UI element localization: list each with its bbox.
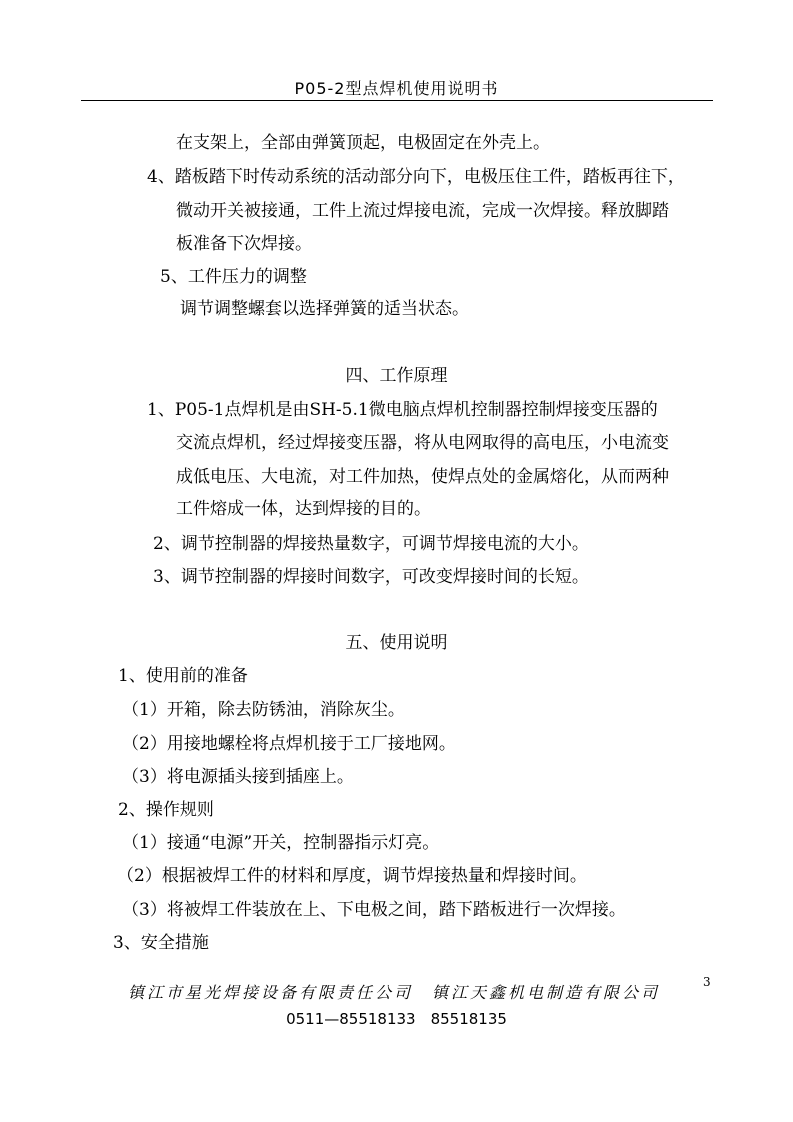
- body-line: 调节调整螺套以选择弹簧的适当状态。: [180, 299, 469, 319]
- body-line: （3）将被焊工件装放在上、下电极之间，踏下踏板进行一次焊接。: [122, 900, 626, 920]
- body-line: 板准备下次焊接。: [176, 234, 312, 254]
- body-line: 1、使用前的准备: [118, 666, 248, 686]
- body-line: 2、调节控制器的焊接热量数字，可调节焊接电流的大小。: [153, 534, 589, 554]
- body-line: 3、安全措施: [113, 933, 209, 953]
- body-line: （1）接通“电源”开关，控制器指示灯亮。: [122, 833, 440, 853]
- header-divider: [81, 100, 713, 101]
- section-heading-usage: 五、使用说明: [345, 633, 448, 653]
- body-line: 3、调节控制器的焊接时间数字，可改变焊接时间的长短。: [153, 567, 589, 587]
- body-line: 在支架上，全部由弹簧顶起，电极固定在外壳上。: [176, 133, 550, 153]
- body-line: 微动开关被接通，工件上流过焊接电流，完成一次焊接。释放脚踏: [176, 201, 669, 221]
- page-number: 3: [703, 975, 711, 989]
- body-line: 交流点焊机，经过焊接变压器，将从电网取得的高电压，小电流变: [176, 433, 669, 453]
- body-line: 2、操作规则: [118, 800, 214, 820]
- body-line: 1、P05-1点焊机是由SH-5.1微电脑点焊机控制器控制焊接变压器的: [147, 400, 658, 420]
- body-line: （2）用接地螺栓将点焊机接于工厂接地网。: [122, 734, 456, 754]
- body-line: （2）根据被焊工件的材料和厚度，调节焊接热量和焊接时间。: [117, 866, 587, 886]
- body-line: 工件熔成一体，达到焊接的目的。: [176, 499, 431, 519]
- section-heading-principle: 四、工作原理: [345, 366, 448, 386]
- footer-company-names: 镇江市星光焊接设备有限责任公司 镇江天鑫机电制造有限公司: [128, 983, 661, 1002]
- page-header-title: P05-2型点焊机使用说明书: [294, 79, 499, 98]
- body-line: （3）将电源插头接到插座上。: [122, 767, 354, 787]
- body-line: 5、工件压力的调整: [160, 267, 307, 287]
- footer-phone-numbers: 0511—85518133 85518135: [286, 1010, 507, 1028]
- body-line: 成低电压、大电流，对工件加热，使焊点处的金属熔化，从而两种: [176, 467, 669, 487]
- body-line: 4、踏板踏下时传动系统的活动部分向下，电极压住工件，踏板再往下，: [147, 167, 685, 187]
- body-line: （1）开箱，除去防锈油，消除灰尘。: [122, 700, 405, 720]
